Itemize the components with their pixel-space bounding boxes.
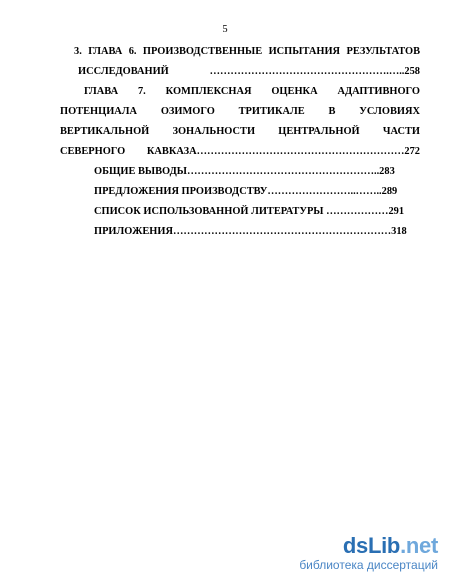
dslib-logo [299, 534, 438, 558]
toc-entry-chapter-6-line-1: 3. ГЛАВА 6. ПРОИЗВОДСТВЕННЫЕ ИСПЫТАНИЯ РЕЗУЛЬТАТОВ [74, 46, 420, 57]
logo-ds: ds [342, 533, 368, 558]
watermark-subtitle: библиотека диссертаций [299, 558, 438, 572]
table-of-contents [60, 42, 420, 242]
toc-entry-appendices: ПРИЛОЖЕНИЯ………………………………………………………318 [94, 226, 407, 237]
toc-entry-chapter-6-line-2: ИССЛЕДОВАНИЙ …………………………………………….…..258 [78, 66, 420, 77]
dslib-watermark [299, 534, 438, 572]
toc-entry-proposals: ПРЕДЛОЖЕНИЯ ПРОИЗВОДСТВУ……………………..……..289 [94, 186, 398, 197]
toc-entry-chapter-7: ГЛАВА 7. КОМПЛЕКСНАЯ ОЦЕНКА АДАПТИВНОГО ПОТЕНЦИАЛА ОЗИМОГО ТРИТИКАЛЕ В УСЛОВИЯХ ВЕРТИКАЛЬНОЙ ЗОНАЛЬНОСТИ ЦЕНТРАЛЬНОЙ ЧАСТИ СЕВЕРНОГО КАВКАЗА……………………………………………………272 [60, 86, 420, 157]
logo-net: .net [400, 533, 438, 558]
toc-entry-conclusions: ОБЩИЕ ВЫВОДЫ………………………………………………..283 [94, 166, 395, 177]
toc-entry-references: СПИСОК ИСПОЛЬЗОВАННОЙ ЛИТЕРАТУРЫ ………………291 [94, 206, 405, 217]
page-number: 5 [222, 24, 228, 35]
logo-lib: Lib [367, 533, 401, 558]
